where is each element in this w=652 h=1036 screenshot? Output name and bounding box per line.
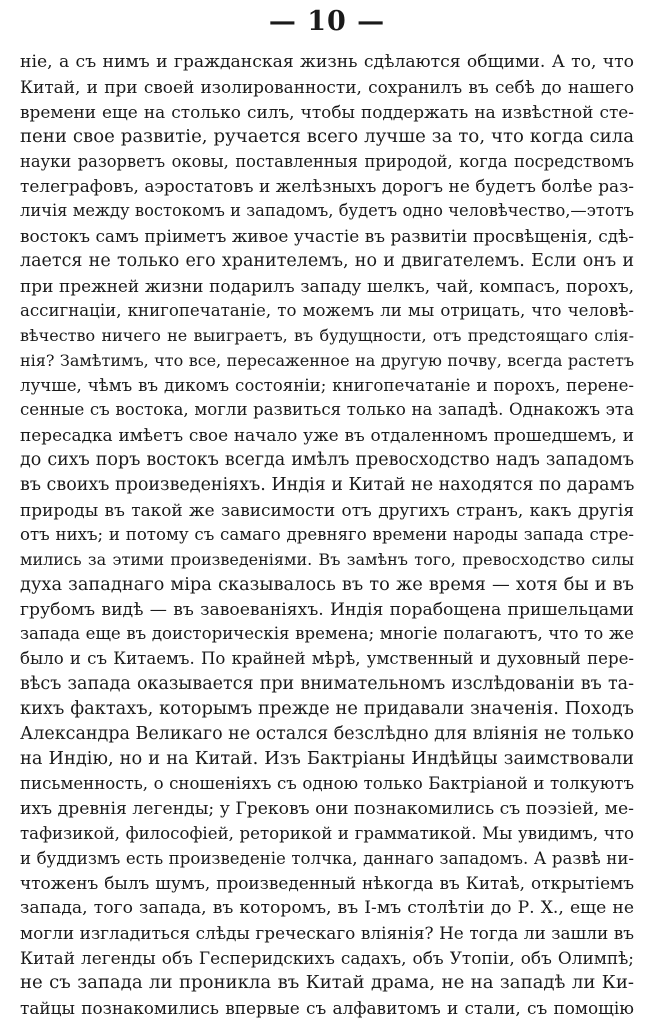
text-line: сенные съ востока, могли развиться только на западѣ. Однакожъ эта [20, 400, 634, 420]
text-line: пересадка имѣетъ свое начало уже въ отдаленномъ прошедшемъ, и [20, 425, 634, 446]
text-line: науки разорветъ оковы, поставленныя природой, когда посредствомъ [20, 151, 634, 171]
body-text [20, 50, 634, 1021]
text-line: ассигнаціи, книгопечатаніе, то можемъ ли мы отрицать, что человѣ- [20, 300, 634, 320]
text-line: ихъ древнія легенды; у Грековъ они познакомились съ поэзіей, ме- [20, 798, 634, 819]
page-number: — 10 — [268, 6, 386, 37]
text-line: телеграфовъ, аэростатовъ и желѣзныхъ дорогъ не будетъ болѣе раз- [20, 176, 634, 197]
text-line: запада еще въ доисторическія времена; многіе полагаютъ, что то же [20, 624, 634, 644]
text-line: нія? Замѣтимъ, что все, пересаженное на другую почву, всегда растетъ [20, 350, 634, 370]
text-line: Александра Великаго не остался безслѣдно для вліянія не только [20, 724, 634, 745]
text-line: тафизикой, философіей, реторикой и грамматикой. Мы увидимъ, что [20, 823, 634, 843]
text-line: на Индію, но и на Китай. Изъ Бактріаны Индѣйцы заимствовали [20, 747, 634, 769]
text-line: Китай легенды объ Гесперидскихъ садахъ, объ Утопіи, объ Олимпѣ; [20, 948, 634, 969]
text-line: лается не только его хранителемъ, но и двигателемъ. Если онъ и [20, 251, 634, 272]
text-line: духа западнаго міра сказывалось въ то же время — хотя бы и въ [20, 573, 634, 595]
text-line: Китай, и при своей изолированности, сохранилъ въ себѣ до нашего [20, 76, 634, 97]
text-line: лучше, чѣмъ въ дикомъ состояніи; книгопечатаніе и порохъ, перене- [20, 375, 634, 395]
text-line: тайцы познакомились впервые съ алфавитомъ и стали, съ помощію [20, 997, 634, 1018]
text-line: пени свое развитіе, ручается всего лучше за то, что когда сила [20, 125, 634, 147]
text-line: до сихъ поръ востокъ всегда имѣлъ превосходство надъ западомъ [20, 450, 634, 471]
text-line: при прежней жизни подарилъ западу шелкъ, чай, компасъ, порохъ, [20, 276, 634, 297]
text-line: грубомъ видѣ — въ завоеваніяхъ. Индія порабощена пришельцами [20, 599, 634, 620]
text-line: запада, того запада, въ которомъ, въ І-мъ столѣтіи до Р. Х., еще не [20, 898, 634, 919]
text-line: ніе, а съ нимъ и гражданская жизнь сдѣлаются общими. А то, что [20, 52, 634, 72]
text-line: личія между востокомъ и западомъ, будетъ одно человѣчество,—этотъ [20, 201, 634, 221]
text-line: было и съ Китаемъ. По крайней мѣрѣ, умственный и духовный пере- [20, 649, 634, 669]
text-line: востокъ самъ пріиметъ живое участіе въ развитіи просвѣщенія, сдѣ- [20, 226, 634, 247]
text-line: времени еще на столько силъ, чтобы поддержать на извѣстной сте- [20, 101, 634, 122]
text-line: природы въ такой же зависимости отъ другихъ странъ, какъ другія [20, 500, 634, 521]
text-line: въ своихъ произведеніяхъ. Индія и Китай не находятся по дарамъ [20, 475, 634, 496]
text-line: мились за этими произведеніями. Въ замѣнъ того, превосходство силы [20, 549, 634, 569]
text-line: чтоженъ былъ шумъ, произведенный нѣкогда въ Китаѣ, открытіемъ [20, 873, 634, 894]
text-line: вѣчество ничего не выиграетъ, въ будущности, отъ предстоящаго слія- [20, 325, 634, 345]
text-line: письменность, о сношеніяхъ съ одною только Бактріаной и толкуютъ [20, 773, 634, 793]
text-line: отъ нихъ; и потому съ самаго древняго времени народы запада стре- [20, 524, 634, 544]
text-line: вѣсъ запада оказывается при внимательномъ изслѣдованіи въ та- [20, 674, 634, 695]
text-line: и буддизмъ есть произведеніе толчка, даннаго западомъ. А развѣ ни- [20, 848, 634, 868]
text-line: могли изгладиться слѣды греческаго вліянія? Не тогда ли зашли въ [20, 923, 634, 944]
text-line: не съ запада ли проникла въ Китай драма, не на западѣ ли Ки- [20, 971, 634, 993]
text-line: кихъ фактахъ, которымъ прежде не придавали значенія. Походъ [20, 698, 634, 720]
